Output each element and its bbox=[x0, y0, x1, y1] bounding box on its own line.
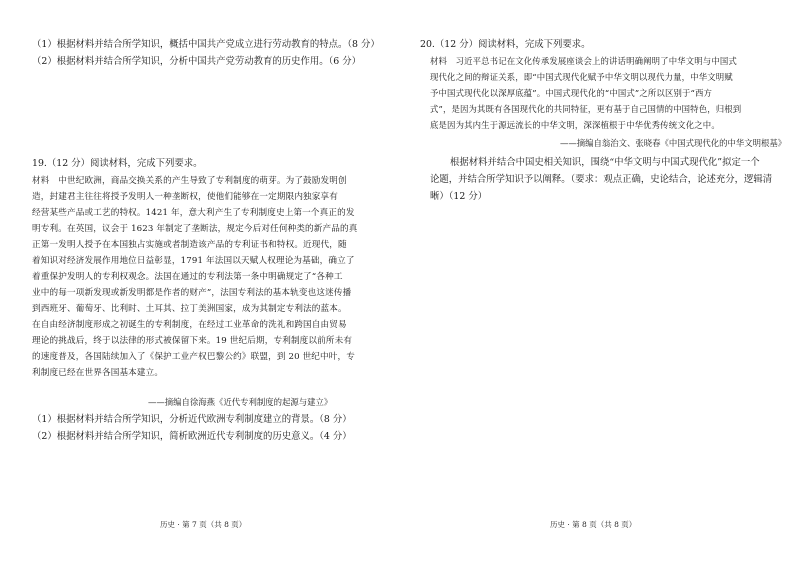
page-footer: 历史 · 第 7 页（共 8 页） bbox=[160, 520, 247, 529]
material-line: 正第一发明人授予在本国独占实施或者制造该产品的专利证书和特权。近现代，随 bbox=[32, 240, 347, 250]
material-line: 材料 习近平总书记在文化传承发展座谈会上的讲话明确阐明了中华文明与中国式 bbox=[430, 56, 737, 66]
q20-header: 20.（12 分）阅读材料，完成下列要求。 bbox=[420, 39, 591, 50]
q19-part-2: （2）根据材料并结合所学知识，简析欧洲近代专利制度的历史意义。（4 分） bbox=[32, 431, 352, 442]
page-footer: 历史 · 第 8 页（共 8 页） bbox=[550, 520, 637, 529]
material-line: 予中国式现代化以深厚底蕴”。中国式现代化的“中国式”之所以区别于“西方 bbox=[430, 88, 712, 98]
q20-task-line: 晰）（12 分） bbox=[430, 191, 488, 202]
material-line: 到西班牙、葡萄牙、比利时、土耳其、拉丁美洲国家，成为其制定专利法的蓝本。 bbox=[32, 304, 347, 314]
q20-source: ——摘编自翁治文、张晓春《中国式现代化的中华文明根基》 bbox=[560, 138, 787, 148]
material-line: 业中的每一项新发现或新发明都是作者的财产”，法国专利法的基本轨变也这迷传播 bbox=[32, 288, 352, 298]
q18-part-2: （2）根据材料并结合所学知识，分析中国共产党劳动教育的历史作用。（6 分） bbox=[32, 56, 361, 67]
material-line: 着重保护发明人的专利权观念。法国在通过的专利法第一条中明确规定了“各种工 bbox=[32, 272, 343, 282]
material-line: 造，封建君主往往将授予发明人一种垄断权，使他们能够在一定期限内独家享有 bbox=[32, 192, 339, 202]
q20-task-line: 论题，并结合所学知识予以阐释。（要求：观点正确，史论结合，论述充分，逻辑清 bbox=[430, 174, 773, 185]
material-line: 材料 中世纪欧洲，商品交换关系的产生导致了专利制度的萌芽。为了鼓励发明创 bbox=[32, 176, 347, 186]
material-line: 的速度普及，各国陆续加入了《保护工业产权巴黎公约》联盟，到 20 世纪中叶，专 bbox=[32, 352, 356, 362]
material-line: 底是因为其内生于源远流长的中华文明，深深植根于中华优秀传统文化之中。 bbox=[430, 120, 720, 130]
right-page bbox=[400, 0, 800, 566]
material-line: 理论的挑战后，终于以法律的形式被保留下来。19 世纪后期，专利制度以前所未有 bbox=[32, 336, 353, 346]
material-line: 利制度已经在世界各国基本建立。 bbox=[32, 368, 164, 378]
material-line: 着知识对经济发展作用地位日益彰显，1791 年法国以天赋人权理论为基础，确立了 bbox=[32, 256, 355, 266]
material-line: 现代化之间的辩证关系，即“中国式现代化赋予中华文明以现代力量，中华文明赋 bbox=[430, 72, 733, 82]
material-line: 经营某些产品或工艺的特权。1421 年，意大利产生了专利制度史上第一个真正的发 bbox=[32, 208, 355, 218]
q18-part-1: （1）根据材料并结合所学知识，概括中国共产党成立进行劳动教育的特点。（8 分） bbox=[32, 39, 380, 50]
q19-source: ——摘编自徐海燕《近代专利制度的起源与建立》 bbox=[148, 397, 333, 407]
q19-part-1: （1）根据材料并结合所学知识，分析近代欧洲专利制度建立的背景。（8 分） bbox=[32, 414, 352, 425]
material-line: 式”，是因为其既有各国现代化的共同特征，更有基于自己国情的中国特色，归根到 bbox=[430, 104, 742, 114]
q20-task-line: 根据材料并结合中国史相关知识，围绕“中华文明与中国式现代化”拟定一个 bbox=[450, 157, 760, 168]
material-line: 明专利。在英国，议会于 1623 年制定了垄断法，规定今后对任何种类的新产品的真 bbox=[32, 224, 358, 234]
material-line: 在自由经济制度形成之初诞生的专利制度，在经过工业革命的洗礼和跨国自由贸易 bbox=[32, 320, 347, 330]
q19-header: 19.（12 分）阅读材料，完成下列要求。 bbox=[32, 158, 203, 169]
